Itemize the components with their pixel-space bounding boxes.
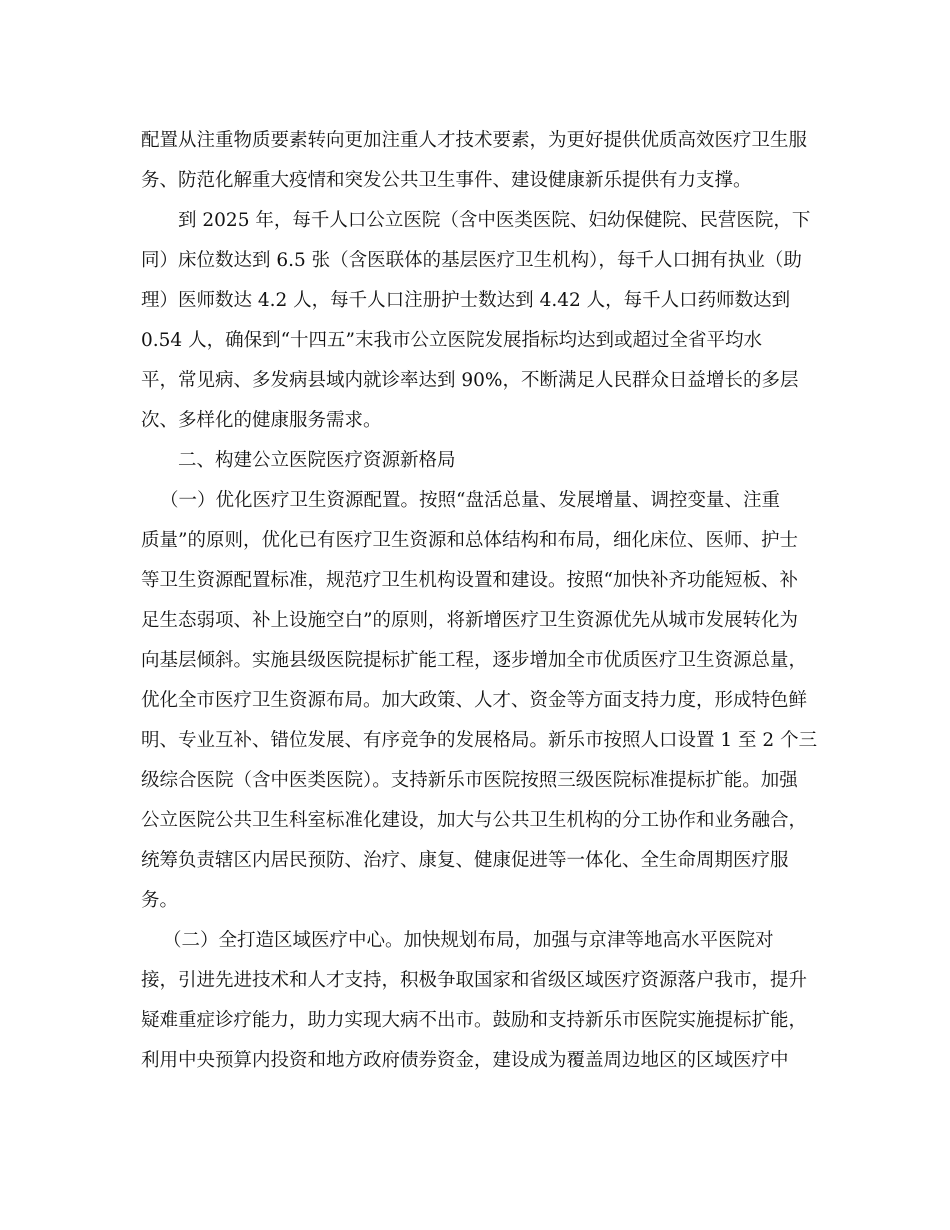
text-line: 0.54 人，确保到“十四五”末我市公立医院发展指标均达到或超过全省平均水 (141, 330, 762, 351)
text-line: 优化全市医疗卫生资源布局。加大政策、人才、资金等方面支持力度，形成特色鲜 (141, 690, 808, 711)
text-line: 到 2025 年，每千人口公立医院（含中医类医院、妇幼保健院、民营医院，下 (178, 210, 811, 231)
text-line: 次、多样化的健康服务需求。 (141, 410, 382, 431)
text-line: 级综合医院（含中医类医院）。支持新乐市医院按照三级医院标准提标扩能。加强 (141, 770, 798, 791)
text-line: 平，常见病、多发病县域内就诊率达到 90%，不断满足人民群众日益增长的多层 (141, 370, 799, 391)
text-line: 向基层倾斜。实施县级医院提标扩能工程，逐步增加全市优质医疗卫生资源总量， (141, 650, 808, 671)
text-line: 足生态弱项、补上设施空白”的原则，将新增医疗卫生资源优先从城市发展转化为 (141, 610, 798, 631)
section-heading: 二、构建公立医院医疗资源新格局 (178, 450, 456, 471)
text-line: 疑难重症诊疗能力，助力实现大病不出市。鼓励和支持新乐市医院实施提标扩能， (141, 1010, 808, 1031)
text-line: （二）全打造区域医疗中心。加快规划布局，加强与京津等地高水平医院对 (163, 930, 774, 951)
text-line: 理）医师数达 4.2 人，每千人口注册护士数达到 4.42 人，每千人口药师数达到 (141, 290, 791, 311)
text-line: 明、专业互补、错位发展、有序竞争的发展格局。新乐市按照人口设置 1 至 2 个三 (141, 730, 818, 751)
text-line: 务。 (141, 890, 179, 911)
text-line: 配置从注重物质要素转向更加注重人才技术要素，为更好提供优质高效医疗卫生服 (141, 130, 808, 151)
text-line: 质量”的原则，优化已有医疗卫生资源和总体结构和布局，细化床位、医师、护士 (141, 530, 798, 551)
text-line: 接，引进先进技术和人才支持，积极争取国家和省级区域医疗资源落户我市，提升 (141, 970, 808, 991)
text-line: 统筹负责辖区内居民预防、治疗、康复、健康促进等一体化、全生命周期医疗服 (141, 850, 789, 871)
text-line: 利用中央预算内投资和地方政府债券资金，建设成为覆盖周边地区的区域医疗中 (141, 1050, 789, 1071)
text-line: 同）床位数达到 6.5 张（含医联体的基层医疗卫生机构），每千人口拥有执业（助 (141, 250, 802, 271)
text-line: （一）优化医疗卫生资源配置。按照“盘活总量、发展增量、调控变量、注重 (160, 490, 780, 511)
text-line: 等卫生资源配置标准，规范疗卫生机构设置和建设。按照“加快补齐功能短板、补 (141, 570, 798, 591)
text-line: 公立医院公共卫生科室标准化建设，加大与公共卫生机构的分工协作和业务融合， (141, 810, 808, 831)
text-line: 务、防范化解重大疫情和突发公共卫生事件、建设健康新乐提供有力支撑。 (141, 170, 752, 191)
